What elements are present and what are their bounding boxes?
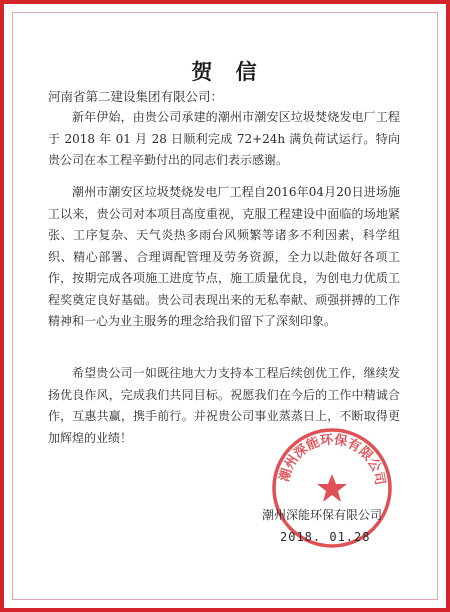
letter-title: 贺 信 <box>191 59 265 84</box>
seal-text: 潮州深能环保有限公司 <box>277 432 388 487</box>
paragraph-1: 新年伊始，由贵公司承建的潮州市潮安区垃圾焚烧发电厂工程于 2018 年 01 月 28 日顺利完成 72+24h 满负荷试运行。特向贵公司在本工程辛勤付出的同志们表示感谢。 <box>48 110 400 167</box>
paragraph-3: 希望贵公司一如既往地大力支持本工程后续创优工作，继续发扬优良作风，完成我们共同目标。祝愿我们在今后的工作中精诚合作，互惠共赢，携手前行。并祝贵公司事业蒸蒸日上，不断取得更加辉煌的业绩！ <box>48 366 400 445</box>
signature-date: 2018. 01.28 <box>280 530 371 544</box>
seal-star-icon <box>317 474 347 502</box>
signature-company: 潮州深能环保有限公司 <box>262 508 383 522</box>
greeting-line: 河南省第二建设集团有限公司： <box>48 89 224 104</box>
paragraph-2: 潮州市潮安区垃圾焚烧发电厂工程自2016年04月20日进场施工以来，贵公司对本项目高度重视，克服工程建设中面临的场地紧张、工序复杂、天气炎热多雨台风频繁等诸多不利因素，科学组织、精心部署、合理调配管理及劳务资源，全力以赴做好各项工作，按期完成各项施工进度节点，施工质量优良，为创电力优质工程奖奠定良好基础。贵公司表现出来的无私奉献、顽强拼搏的工作精神和一心为业主服务的理念给我们留下了深刻印象。 <box>48 185 400 328</box>
